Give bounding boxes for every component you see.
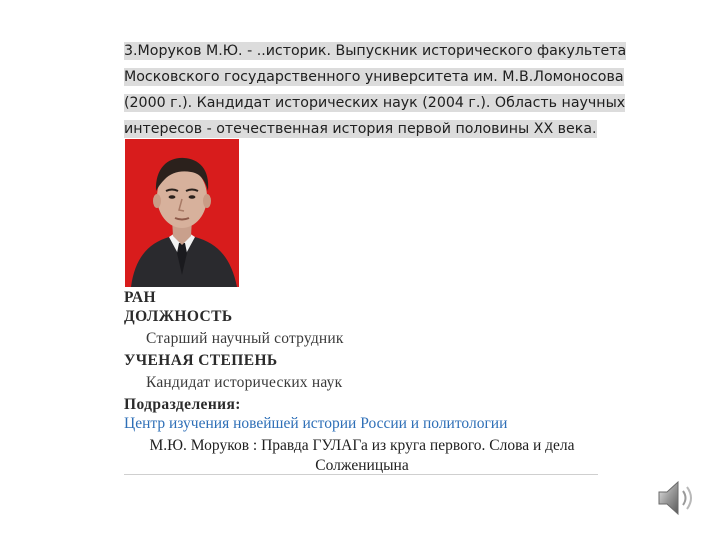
degree-value: Кандидат исторических наук (146, 374, 343, 391)
bio-line: (2000 г.). Кандидат исторических наук (2004 г.). Область научных (124, 95, 626, 111)
bio-line: 3.Моруков М.Ю. - ..историк. Выпускник исторического факультета (124, 43, 627, 59)
bio-line: Московского государственного университета им. М.В.Ломоносова (124, 69, 624, 85)
book-title-line2: Солженицына (315, 457, 409, 474)
org-label: РАН (124, 289, 156, 306)
position-heading: ДОЛЖНОСТЬ (124, 308, 233, 325)
book-title-line1: М.Ю. Моруков : Правда ГУЛАГа из круга первого. Слова и дела (149, 437, 575, 454)
bio-line: интересов - отечественная история первой половины XX века. (124, 121, 597, 137)
divider-line (124, 474, 598, 475)
division-link[interactable]: Центр изучения новейшей истории России и политологии (124, 415, 508, 432)
profile-info (124, 288, 594, 476)
portrait-photo (125, 139, 239, 287)
division-heading: Подразделения: (124, 396, 241, 413)
bio-paragraph (124, 38, 627, 142)
speaker-icon[interactable] (651, 476, 699, 520)
degree-heading: УЧЕНАЯ СТЕПЕНЬ (124, 352, 278, 369)
position-value: Старший научный сотрудник (146, 330, 344, 347)
